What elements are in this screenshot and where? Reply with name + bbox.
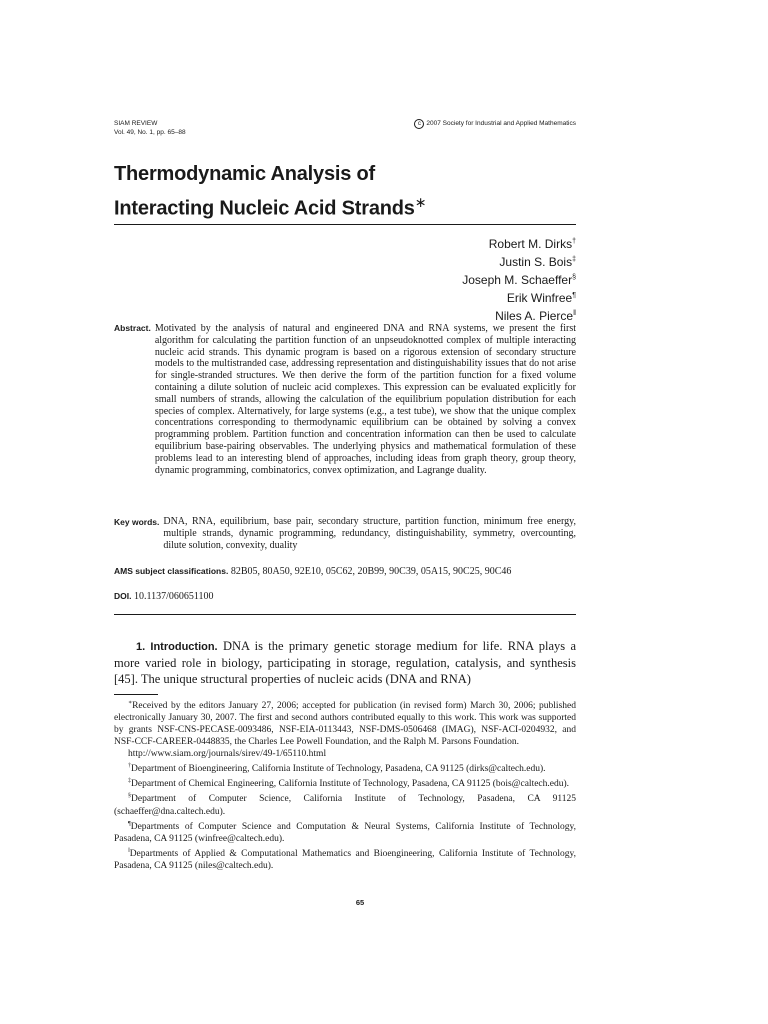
copyright-icon: c [414, 119, 424, 129]
author-mark: ¶ [572, 292, 576, 299]
section-rule [114, 614, 576, 615]
footnote-mark: ∗ [128, 700, 133, 706]
author-mark: ‖ [573, 310, 576, 317]
footnote-text: Department of Bioengineering, California Institute of Technology, Pasadena, CA 91125 (dirks@caltech.edu). [131, 764, 546, 775]
footnote [114, 790, 576, 817]
title-line-2-text: Interacting Nucleic Acid Strands [114, 197, 415, 220]
author-mark: † [572, 238, 576, 245]
footnote-mark: ‖ [128, 847, 130, 854]
doi-text: 10.1137/060651100 [133, 591, 214, 602]
author [462, 288, 576, 306]
footnote-mark: ‡ [128, 778, 131, 785]
keywords-label: Key words. [114, 517, 160, 527]
footnote-text: Departments of Applied & Computational Mathematics and Bioengineering, California Institute of Technology, Pasadena, CA 91125 (niles@caltech.edu). [114, 848, 576, 871]
author-mark: ‡ [572, 256, 576, 263]
footnote-mark: § [128, 793, 131, 800]
title-rule [114, 224, 576, 225]
doi-label: DOI. [114, 591, 132, 601]
footnote-text: Department of Chemical Engineering, California Institute of Technology, Pasadena, CA 91125 (bois@caltech.edu). [131, 779, 570, 790]
footnote-rule [114, 694, 158, 695]
author-name: Robert M. Dirks [488, 237, 573, 251]
doi [114, 590, 576, 603]
page-number: 65 [355, 898, 365, 907]
footnote-mark: ¶ [128, 820, 131, 827]
footnote-text: Department of Computer Science, California Institute of Technology, Pasadena, CA 91125 (schaeffer@dna.caltech.edu). [114, 794, 576, 817]
ams-label: AMS subject classifications. [114, 566, 229, 576]
author-list [462, 234, 576, 324]
footnote [114, 818, 576, 845]
copyright-text: 2007 Society for Industrial and Applied Mathematics [426, 120, 576, 127]
title-line-2 [114, 188, 634, 223]
footnote-url: http://www.siam.org/journals/sirev/49-1/65110.html [128, 749, 327, 760]
footnote [114, 775, 576, 790]
author [462, 252, 576, 270]
author [462, 306, 576, 324]
keywords [114, 516, 576, 552]
footnote-text: Received by the editors January 27, 2006; accepted for publication (in revised form) March 30, 2006; published electronically January 30, 2007. The first and second authors contributed equally to this work. This work was supported by grants NSF-CNS-PECASE-0093486, NSF-EIA-0113443, NSF-DMS-0506468 (IMAG), NSF-ACI-0204932, and NSF-CCF-CAREER-0448835, the Charles Lee Powell Foundation, and the Ralph M. Parsons Foundation. [114, 701, 576, 748]
title-line-1: Thermodynamic Analysis of [114, 163, 375, 185]
footnote [114, 748, 576, 760]
ams-text: 82B05, 80A50, 92E10, 05C62, 20B99, 90C39, 05A15, 90C25, 90C46 [230, 566, 512, 577]
keywords-text: DNA, RNA, equilibrium, base pair, secondary structure, partition function, minimum free energy, multiple strands, dynamic programming, redundancy, distinguishability, symmetry, overcounting, dilute solution, convexity, duality [163, 516, 576, 551]
paper-title [114, 160, 634, 223]
intro-heading: 1. Introduction. [136, 641, 218, 653]
copyright-line [414, 119, 576, 129]
intro-text: DNA is the primary genetic storage medium for life. RNA plays a more varied role in biology, participating in storage, regulation, catalysis, and synthesis [45]. The unique structural properties of nucleic acids (DNA and RNA) [114, 639, 576, 686]
author-name: Justin S. Bois [499, 255, 573, 269]
author [462, 234, 576, 252]
abstract-label: Abstract. [114, 323, 151, 333]
footnote-text: Departments of Computer Science and Computation & Neural Systems, California Institute of Technology, Pasadena, CA 91125 (winfree@caltech.edu). [114, 821, 576, 844]
introduction [114, 638, 576, 687]
abstract [114, 323, 576, 476]
footnotes [114, 697, 576, 872]
journal-name: SIAM REVIEW [114, 120, 158, 127]
author-name: Erik Winfree [506, 291, 573, 305]
footnote-mark: † [128, 763, 131, 770]
ams-classifications [114, 565, 576, 578]
footnote [114, 845, 576, 872]
volume-line: Vol. 49, No. 1, pp. 65–88 [114, 129, 186, 136]
footnote [114, 760, 576, 775]
title-footnote-marker: ∗ [414, 194, 427, 210]
abstract-text: Motivated by the analysis of natural and engineered DNA and RNA systems, we present the first algorithm for calculating the partition function of an unpseudoknotted complex of multiple interacting nucleic acid strands. This dynamic program is based on a rigorous extension of secondary structure models to the multistranded case, addressing representation and distinguishability issues that do not arise for single-stranded structures. We then derive the form of the partition function for a fixed volume containing a dilute solution of nucleic acid complexes. This expression can be evaluated explicitly for small numbers of strands, allowing the calculation of the equilibrium population distribution for each species of complex. Alternatively, for large systems (e.g., a test tube), we show that the unique complex concentrations corresponding to thermodynamic equilibrium can be obtained by solving a convex programming problem. Partition function and concentration information can then be used to calculate equilibrium base-pairing observables. The underlying physics and mathematical formulation of these problems lead to an interesting blend of approaches, including ideas from graph theory, group theory, dynamic programming, combinatorics, convex optimization, and Lagrange duality. [154, 323, 576, 476]
author [462, 270, 576, 288]
author-name: Niles A. Pierce [495, 309, 574, 323]
author-name: Joseph M. Schaeffer [462, 273, 573, 287]
journal-info [114, 119, 186, 137]
footnote [114, 697, 576, 748]
author-mark: § [572, 274, 576, 281]
